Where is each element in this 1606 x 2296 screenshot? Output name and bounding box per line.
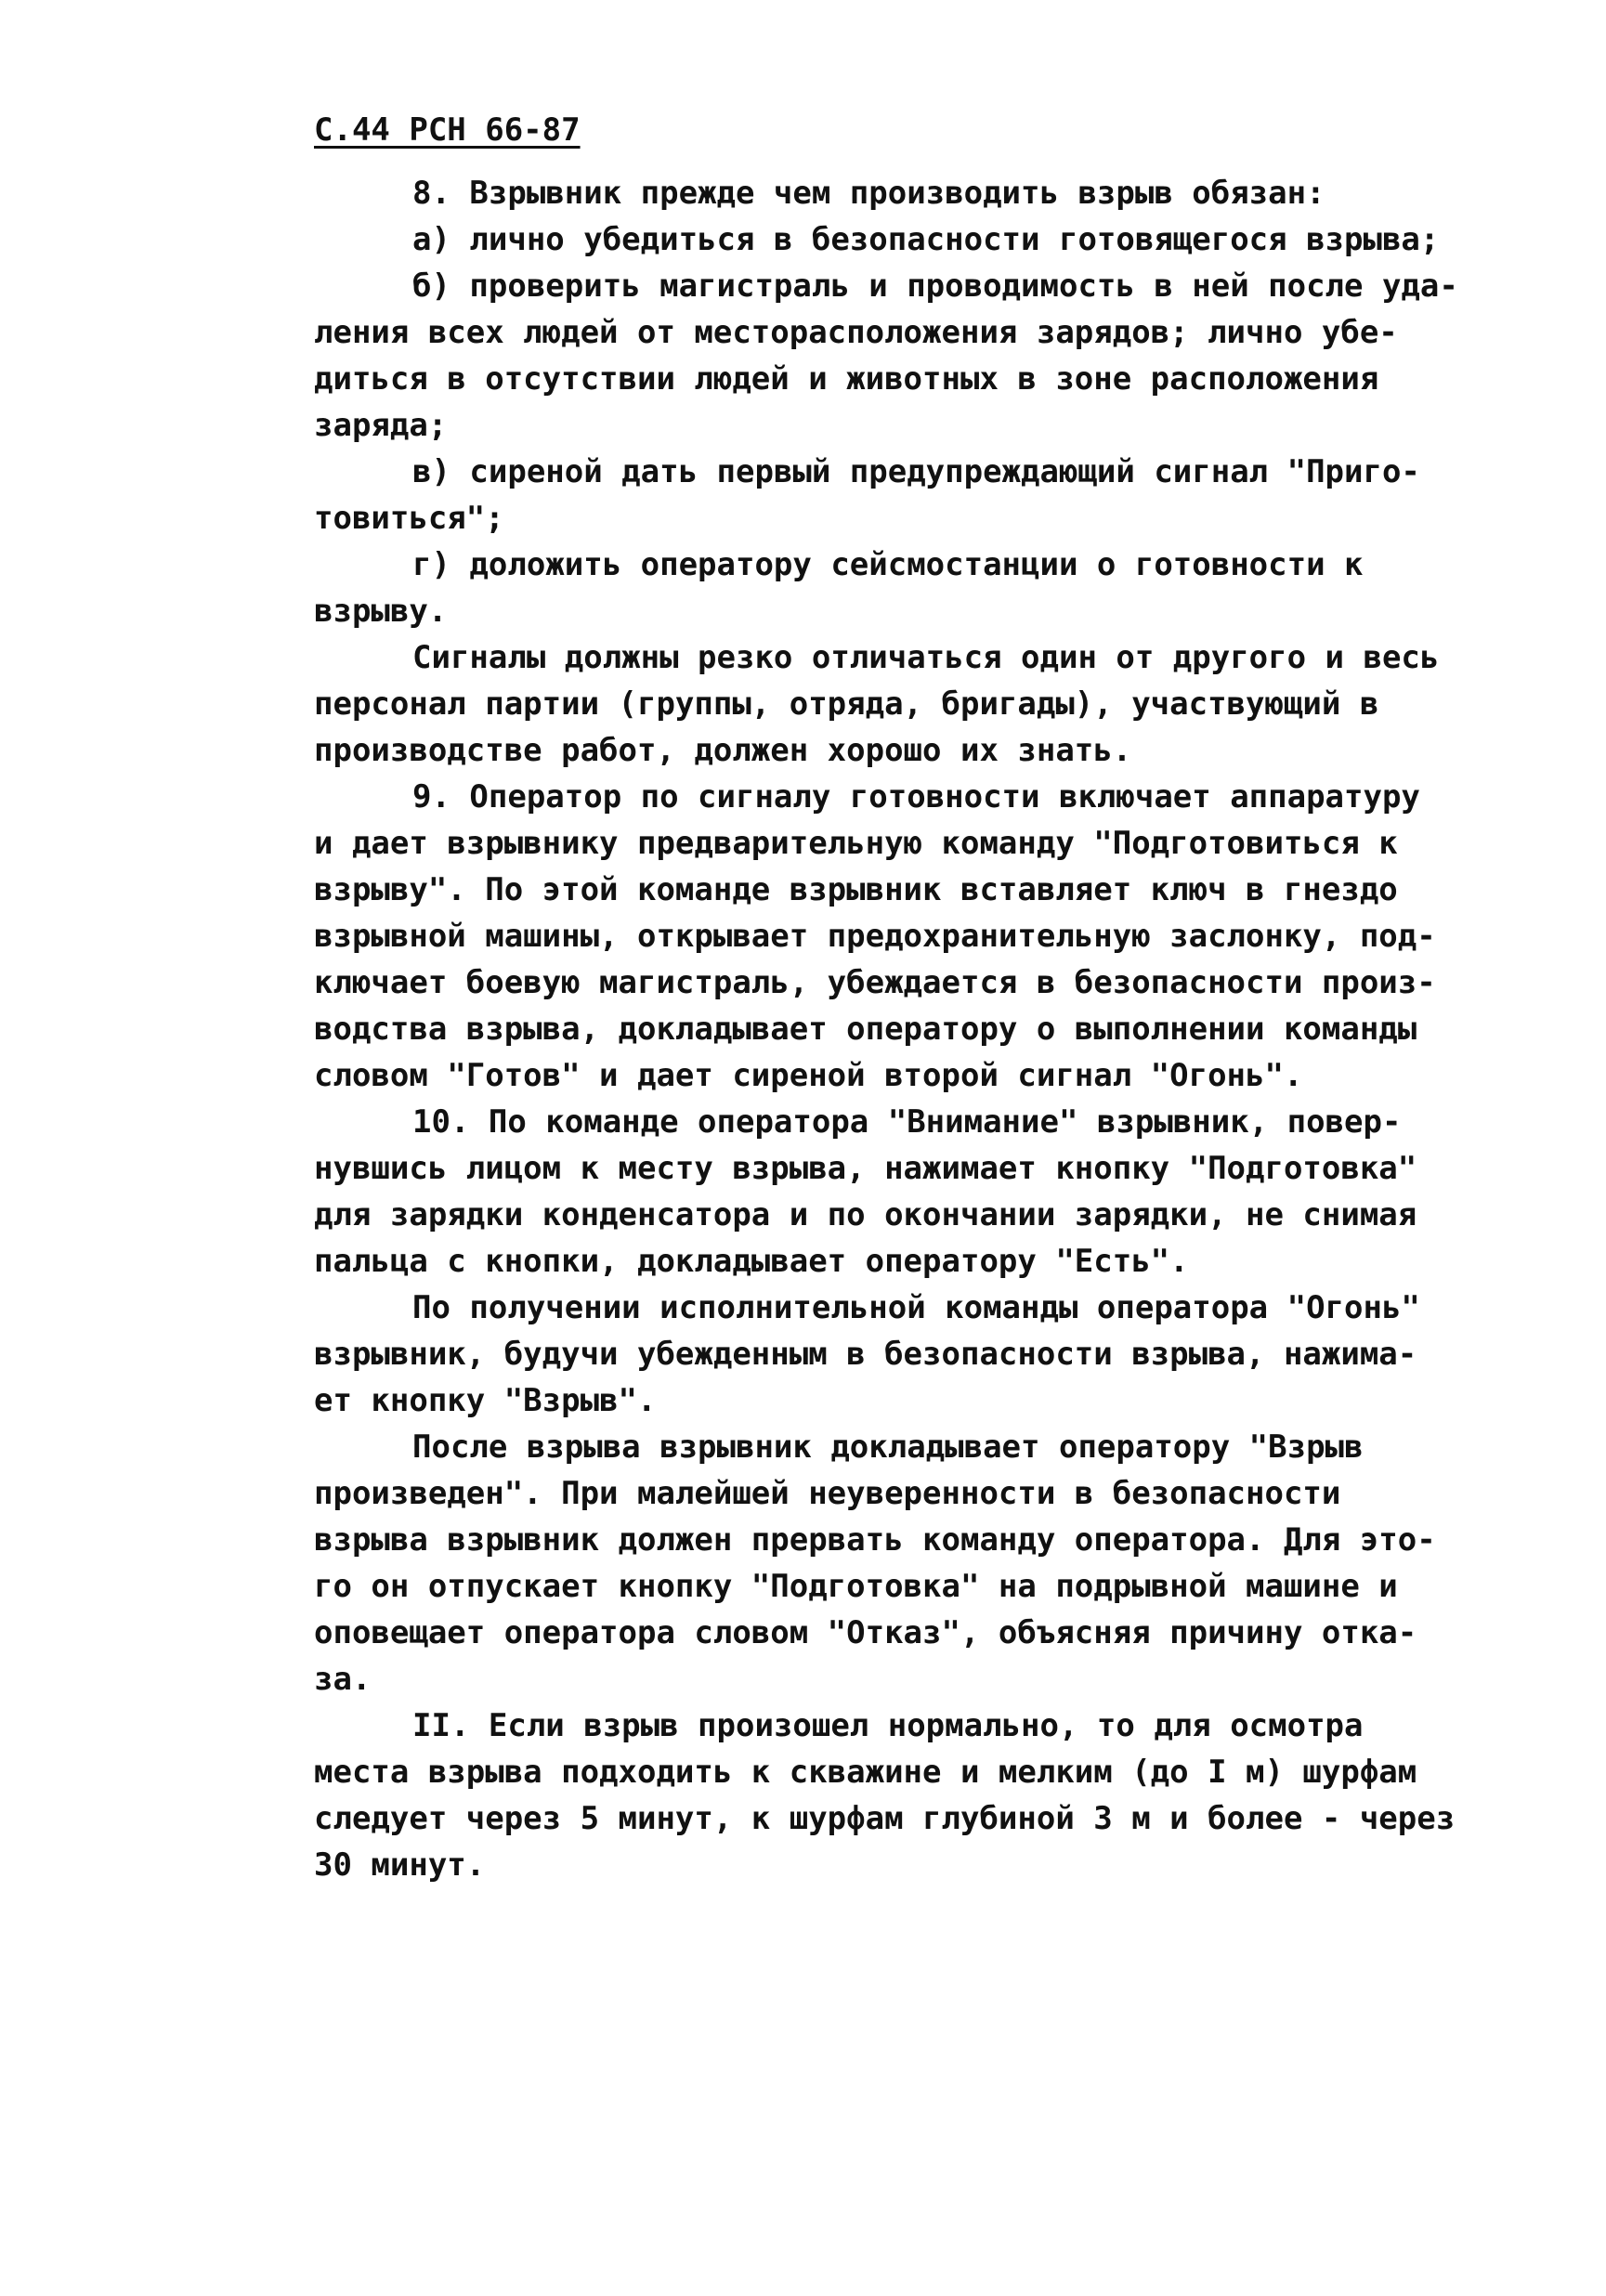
text-line: По получении исполнительной команды оператора "Огонь" (412, 1289, 1420, 1326)
text-line: производстве работ, должен хорошо их знать. (314, 732, 1132, 769)
text-line: взрывной машины, открывает предохранительную заслонку, под- (314, 918, 1436, 955)
text-line: взрывник, будучи убежденным в безопасности взрыва, нажима- (314, 1336, 1417, 1373)
text-line: персонал партии (группы, отряда, бригады), участвующий в (314, 685, 1379, 723)
text-line: оповещает оператора словом "Отказ", объясняя причину отка- (314, 1614, 1417, 1651)
text-line: б) проверить магистраль и проводимость в ней после уда- (412, 267, 1458, 305)
text-line: произведен". При малейшей неуверенности в безопасности (314, 1475, 1341, 1512)
text-line: 9. Оператор по сигналу готовности включает аппаратуру (412, 778, 1420, 815)
text-line: следует через 5 минут, к шурфам глубиной 3 м и более - через (314, 1800, 1456, 1837)
text-line: за. (314, 1661, 372, 1698)
text-line: пальца с кнопки, докладывает оператору "Есть". (314, 1243, 1189, 1280)
text-line: места взрыва подходить к скважине и мелким (до I м) шурфам (314, 1754, 1417, 1791)
text-line: в) сиреной дать первый предупреждающий сигнал "Приго- (412, 453, 1420, 490)
text-line: взрыва взрывник должен прервать команду оператора. Для это- (314, 1521, 1436, 1559)
text-line: ключает боевую магистраль, убеждается в безопасности произ- (314, 964, 1436, 1001)
text-line: г) доложить оператору сейсмостанции о готовности к (412, 546, 1364, 583)
text-line: водства взрыва, докладывает оператору о выполнении команды (314, 1011, 1417, 1048)
text-line: нувшись лицом к месту взрыва, нажимает кнопку "Подготовка" (314, 1150, 1417, 1187)
text-line: После взрыва взрывник докладывает оператору "Взрыв (412, 1428, 1364, 1466)
text-line: 10. По команде оператора "Внимание" взрывник, повер- (412, 1103, 1402, 1141)
text-line: го он отпускает кнопку "Подготовка" на подрывной машине и (314, 1568, 1398, 1605)
text-line: ления всех людей от месторасположения зарядов; лично убе- (314, 314, 1398, 351)
text-line: 30 минут. (314, 1846, 486, 1884)
page-reference-header: С.44 РСН 66-87 (314, 111, 581, 149)
text-line: взрыву. (314, 593, 448, 630)
text-line: II. Если взрыв произошел нормально, то для осмотра (412, 1707, 1364, 1744)
text-line: для зарядки конденсатора и по окончании зарядки, не снимая (314, 1196, 1417, 1233)
document-body (314, 170, 1470, 1888)
text-line: а) лично убедиться в безопасности готовящегося взрыва; (412, 221, 1440, 258)
text-line: словом "Готов" и дает сиреной второй сигнал "Огонь". (314, 1057, 1303, 1094)
text-line: ет кнопку "Взрыв". (314, 1382, 657, 1419)
text-line: товиться"; (314, 500, 504, 537)
text-line: и дает взрывнику предварительную команду "Подготовиться к (314, 825, 1398, 862)
text-line: заряда; (314, 407, 448, 444)
text-line: 8. Взрывник прежде чем производить взрыв обязан: (412, 175, 1325, 212)
text-line: Сигналы должны резко отличаться один от другого и весь (412, 639, 1440, 676)
text-line: диться в отсутствии людей и животных в зоне расположения (314, 360, 1379, 398)
text-line: взрыву". По этой команде взрывник вставляет ключ в гнездо (314, 871, 1398, 908)
